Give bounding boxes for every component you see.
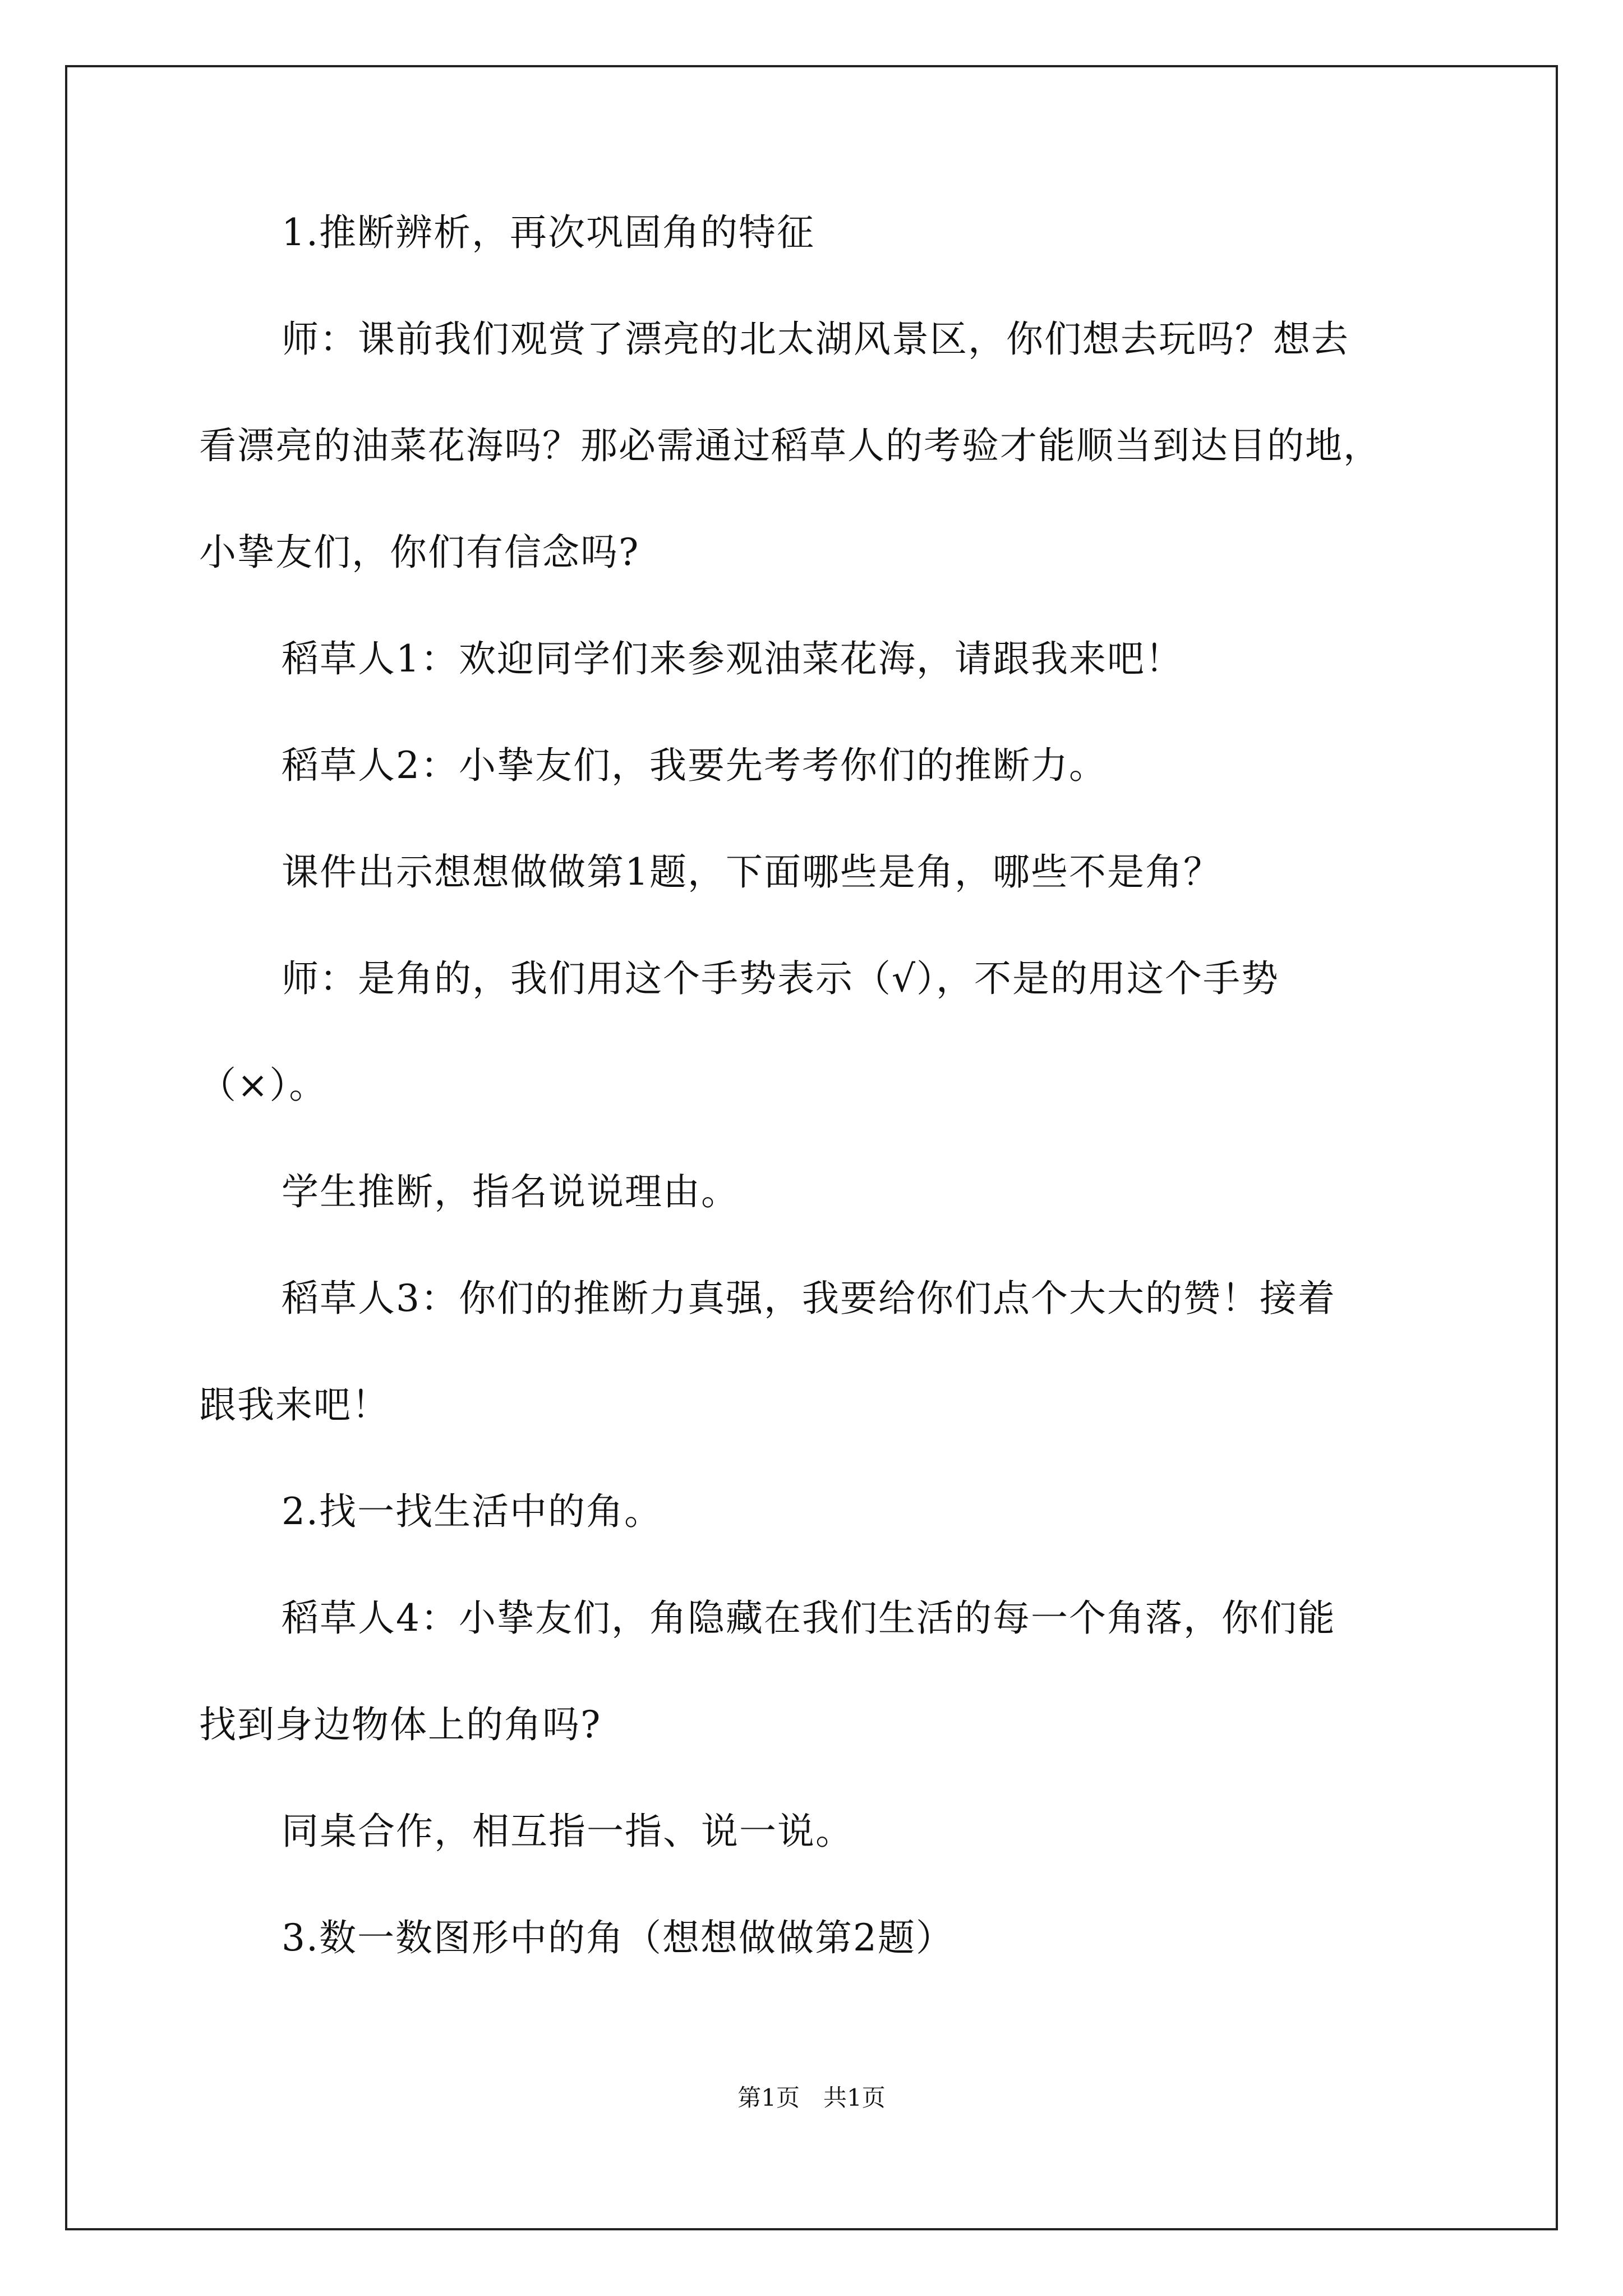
- page-number: 第1页 共1页: [737, 2084, 886, 2111]
- heading-2: 2.找一找生活中的角。: [282, 1490, 662, 1533]
- paragraph-line: 稻草人2：小挚友们，我要先考考你们的推断力。: [282, 744, 1107, 787]
- paragraph-line: （×）。: [199, 1064, 328, 1107]
- paragraph-line: 稻草人1：欢迎同学们来参观油菜花海，请跟我来吧！: [282, 637, 1183, 680]
- paragraph-line: 稻草人4：小挚友们，角隐藏在我们生活的每一个角落，你们能: [282, 1596, 1336, 1640]
- paragraph-line: 师：是角的，我们用这个手势表示（√），不是的用这个手势: [282, 957, 1280, 1000]
- paragraph-line: 同桌合作，相互指一指、说一说。: [282, 1810, 854, 1853]
- page-border: [65, 65, 1558, 2230]
- heading-3: 3.数一数图形中的角（想想做做第2题）: [282, 1916, 954, 1959]
- paragraph-line: 跟我来吧！: [199, 1383, 390, 1427]
- paragraph-line: 学生推断，指名说说理由。: [282, 1170, 739, 1213]
- paragraph-line: 师：课前我们观赏了漂亮的北太湖风景区，你们想去玩吗？想去: [282, 318, 1349, 361]
- paragraph-line: 课件出示想想做做第1题，下面哪些是角，哪些不是角？: [282, 850, 1221, 894]
- heading-1: 1.推断辨析，再次巩固角的特征: [282, 211, 815, 254]
- paragraph-line: 小挚友们，你们有信念吗?: [199, 531, 640, 574]
- paragraph-line: 看漂亮的油菜花海吗？那必需通过稻草人的考验才能顺当到达目的地，: [199, 424, 1381, 467]
- paragraph-line: 找到身边物体上的角吗?: [199, 1703, 602, 1746]
- paragraph-line: 稻草人3：你们的推断力真强，我要给你们点个大大的赞！接着: [282, 1277, 1336, 1320]
